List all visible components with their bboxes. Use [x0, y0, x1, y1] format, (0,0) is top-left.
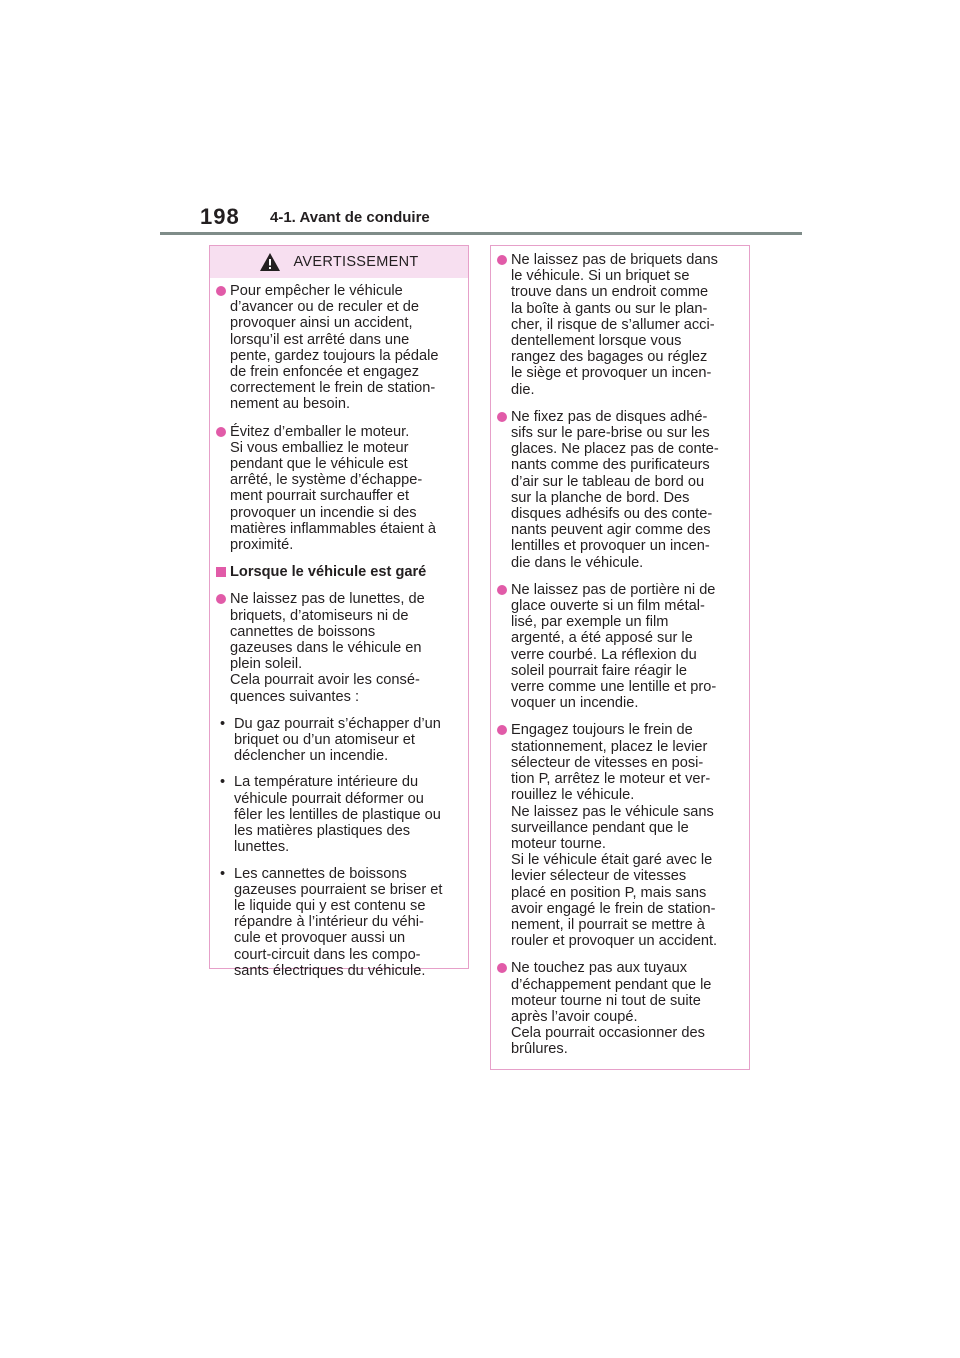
- text-line: cule et provoquer aussi un: [234, 930, 406, 947]
- text-line: les matières plastiques des: [234, 823, 411, 840]
- text-line: plein soleil.: [230, 656, 303, 673]
- text-line: levier sélecteur de vitesses: [511, 868, 687, 885]
- bullet-item: [497, 960, 739, 1057]
- text-line: Évitez d’emballer le moteur.: [230, 423, 410, 440]
- warning-content-left: [210, 278, 468, 979]
- text-line: le siège et provoquer un incen-: [511, 365, 712, 382]
- text-line: déclencher un incendie.: [234, 748, 389, 765]
- text-line: nement au besoin.: [230, 396, 351, 413]
- bullet-dot-icon: [216, 594, 226, 604]
- bullet-dot-icon: [497, 963, 507, 973]
- text-line: Cela pourrait occasionner des: [511, 1025, 705, 1042]
- text-line: le liquide qui y est contenu se: [234, 897, 426, 914]
- text-line: stationnement, placez le levier: [511, 738, 708, 755]
- text-line: lorsqu’il est arrêté dans une: [230, 331, 410, 348]
- text-line: placé en position P, mais sans: [511, 884, 707, 901]
- text-line: glaces. Ne placez pas de conte-: [511, 441, 719, 458]
- text-line: Si vous emballiez le moteur: [230, 439, 409, 456]
- text-line: court-circuit dans les compo-: [234, 946, 421, 963]
- text-line: Ne laissez pas de portière ni de: [511, 581, 716, 598]
- text-line: Les cannettes de boissons: [234, 865, 407, 882]
- warning-triangle-icon: [259, 252, 281, 272]
- page-header: [200, 204, 810, 234]
- sub-bullet-mark: •: [220, 865, 226, 882]
- text-line: tion P, arrêtez le moteur et ver-: [511, 771, 711, 788]
- warning-header: [210, 246, 468, 278]
- text-line: Ne laissez pas de briquets dans: [511, 252, 718, 268]
- bullet-dot-icon: [216, 286, 226, 296]
- text-line: proximité.: [230, 537, 294, 554]
- text-line: lunettes.: [234, 839, 290, 856]
- subheading-text: Lorsque le véhicule est garé: [230, 564, 427, 581]
- text-line: d’échappement pendant que le: [511, 976, 712, 993]
- text-line: nants comme des purificateurs: [511, 457, 710, 474]
- text-line: quences suivantes :: [230, 688, 359, 705]
- text-line: Si le véhicule était garé avec le: [511, 852, 713, 869]
- text-line: dentellement lorsque vous: [511, 333, 682, 350]
- text-line: répandre à l’intérieur du véhi-: [234, 914, 424, 931]
- bullet-dot-icon: [497, 725, 507, 735]
- text-line: voquer un incendie.: [511, 695, 639, 712]
- text-line: lentilles et provoquer un incen-: [511, 538, 710, 555]
- text-line: nement, il pourrait se mettre à: [511, 916, 705, 933]
- warning-box-continued: [490, 245, 750, 1070]
- text-line: disques adhésifs ou des conte-: [511, 506, 713, 523]
- text-line: surveillance pendant que le: [511, 819, 689, 836]
- bullet-dot-icon: [497, 255, 507, 265]
- text-line: provoquer un incendie si des: [230, 504, 417, 521]
- text-line: provoquer ainsi un accident,: [230, 315, 413, 332]
- sub-bullet-mark: •: [220, 774, 226, 791]
- text-line: brûlures.: [511, 1041, 568, 1058]
- text-line: ment pourrait surchauffer et: [230, 488, 410, 505]
- text-line: d’avancer ou de reculer et de: [230, 299, 420, 316]
- warning-title: AVERTISSEMENT: [293, 254, 419, 270]
- text-line: gazeuses dans le véhicule en: [230, 640, 422, 657]
- text-line: die.: [511, 381, 535, 398]
- bullet-item: [497, 409, 739, 571]
- text-line: Ne fixez pas de disques adhé-: [511, 408, 708, 425]
- text-line: Cela pourrait avoir les consé-: [230, 672, 420, 689]
- text-line: fêler les lentilles de plastique ou: [234, 806, 441, 823]
- text-line: Du gaz pourrait s’échapper d’un: [234, 715, 441, 732]
- text-line: Ne laissez pas le véhicule sans: [511, 803, 714, 820]
- text-line: arrêté, le système d’échappe-: [230, 472, 423, 489]
- text-line: le véhicule. Si un briquet se: [511, 268, 690, 285]
- bullet-dot-icon: [497, 412, 507, 422]
- text-line: matières inflammables étaient à: [230, 520, 437, 537]
- text-line: pendant que le véhicule est: [230, 456, 408, 473]
- header-rule: [160, 232, 802, 235]
- text-line: Ne touchez pas aux tuyaux: [511, 960, 688, 977]
- text-line: la boîte à gants ou sur le plan-: [511, 300, 708, 317]
- warning-box: [209, 245, 469, 979]
- bullet-dot-icon: [497, 585, 507, 595]
- text-line: lisé, par exemple un film: [511, 614, 669, 631]
- bullet-item: [216, 283, 458, 413]
- sub-bullet-item: [216, 716, 458, 765]
- text-line: verre courbé. La réflexion du: [511, 646, 697, 663]
- text-line: argenté, a été apposé sur le: [511, 630, 693, 647]
- text-line: moteur tourne ni tout de suite: [511, 992, 701, 1009]
- sub-bullet-mark: •: [220, 715, 226, 732]
- text-line: Engagez toujours le frein de: [511, 722, 693, 739]
- bullet-dot-icon: [216, 427, 226, 437]
- bullet-item: [216, 591, 458, 704]
- text-line: d’air sur le tableau de bord ou: [511, 473, 705, 490]
- text-line: sifs sur le pare-brise ou sur les: [511, 425, 710, 442]
- text-line: sur la planche de bord. Des: [511, 489, 690, 506]
- subheading: [216, 564, 458, 580]
- text-line: soleil pourrait faire réagir le: [511, 662, 688, 679]
- text-line: sants électriques du véhicule.: [234, 962, 426, 979]
- text-line: rouillez le véhicule.: [511, 787, 635, 804]
- text-line: de frein enfoncée et engagez: [230, 364, 420, 381]
- text-line: sélecteur de vitesses en posi-: [511, 754, 704, 771]
- text-line: avoir engagé le frein de station-: [511, 900, 716, 917]
- text-line: après l’avoir coupé.: [511, 1008, 638, 1025]
- bullet-item: [497, 722, 739, 949]
- bullet-item: [497, 252, 739, 398]
- section-title: 4-1. Avant de conduire: [270, 209, 430, 226]
- text-line: briquets, d’atomiseurs ni de: [230, 607, 409, 624]
- text-line: rangez des bagages ou réglez: [511, 349, 708, 366]
- text-line: correctement le frein de station-: [230, 380, 436, 397]
- warning-content-right: [491, 246, 749, 1058]
- text-line: verre comme une lentille et pro-: [511, 679, 717, 696]
- text-line: glace ouverte si un film métal-: [511, 598, 705, 615]
- text-line: véhicule pourrait déformer ou: [234, 790, 424, 807]
- text-line: die dans le véhicule.: [511, 554, 644, 571]
- text-line: trouve dans un endroit comme: [511, 284, 709, 301]
- sub-bullet-item: [216, 774, 458, 855]
- text-line: nants peuvent agir comme des: [511, 522, 711, 539]
- page-number: 198: [200, 204, 240, 229]
- text-line: moteur tourne.: [511, 835, 606, 852]
- text-line: La température intérieure du: [234, 774, 419, 791]
- square-bullet-icon: [216, 567, 226, 577]
- text-line: Pour empêcher le véhicule: [230, 283, 403, 299]
- sub-bullet-item: [216, 866, 458, 979]
- text-line: cannettes de boissons: [230, 623, 376, 640]
- text-line: Ne laissez pas de lunettes, de: [230, 591, 425, 608]
- bullet-item: [497, 582, 739, 712]
- text-line: cher, il risque de s’allumer acci-: [511, 316, 715, 333]
- bullet-item: [216, 424, 458, 554]
- text-line: pente, gardez toujours la pédale: [230, 347, 439, 364]
- text-line: rouler et provoquer un accident.: [511, 933, 718, 950]
- text-line: gazeuses pourraient se briser et: [234, 881, 443, 898]
- text-line: briquet ou d’un atomiseur et: [234, 732, 415, 749]
